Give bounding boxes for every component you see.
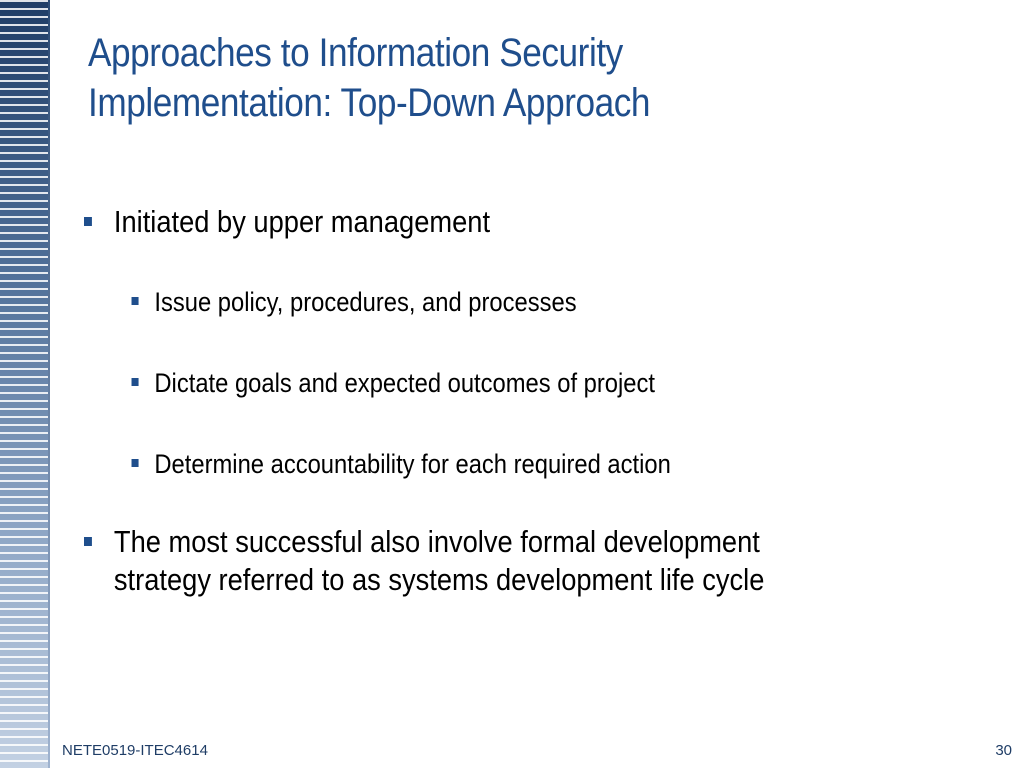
bullet-text-line-2: strategy referred to as systems development life cycle — [113, 562, 765, 597]
slide-title-line-2: Implementation: Top-Down Approach — [88, 81, 651, 125]
sidebar-edge-line — [48, 0, 50, 768]
square-bullet-icon — [84, 217, 92, 226]
square-bullet-icon — [132, 459, 139, 467]
sub-bullet-text: Dictate goals and expected outcomes of project — [154, 368, 655, 398]
bullet-text-line-1: The most successful also involve formal development — [113, 524, 760, 559]
bullet-item — [84, 203, 858, 241]
decorative-striped-sidebar — [0, 0, 48, 768]
bullet-item — [84, 523, 858, 599]
square-bullet-icon — [132, 378, 139, 386]
page-number: 30 — [995, 742, 1012, 759]
slide-title — [88, 28, 880, 128]
sub-bullet-text: Issue policy, procedures, and processes — [154, 287, 577, 317]
footer-course-code: NETE0519-ITEC4614 — [62, 742, 208, 759]
bullet-list — [84, 203, 964, 599]
slide-title-line-1: Approaches to Information Security — [88, 31, 623, 75]
square-bullet-icon — [132, 297, 139, 305]
sub-bullet-text: Determine accountability for each required action — [154, 449, 671, 479]
sub-bullet-item — [84, 285, 858, 319]
bullet-text: Initiated by upper management — [113, 204, 491, 239]
sub-bullet-item — [84, 366, 858, 400]
sub-bullet-item — [84, 447, 858, 481]
square-bullet-icon — [84, 537, 92, 546]
